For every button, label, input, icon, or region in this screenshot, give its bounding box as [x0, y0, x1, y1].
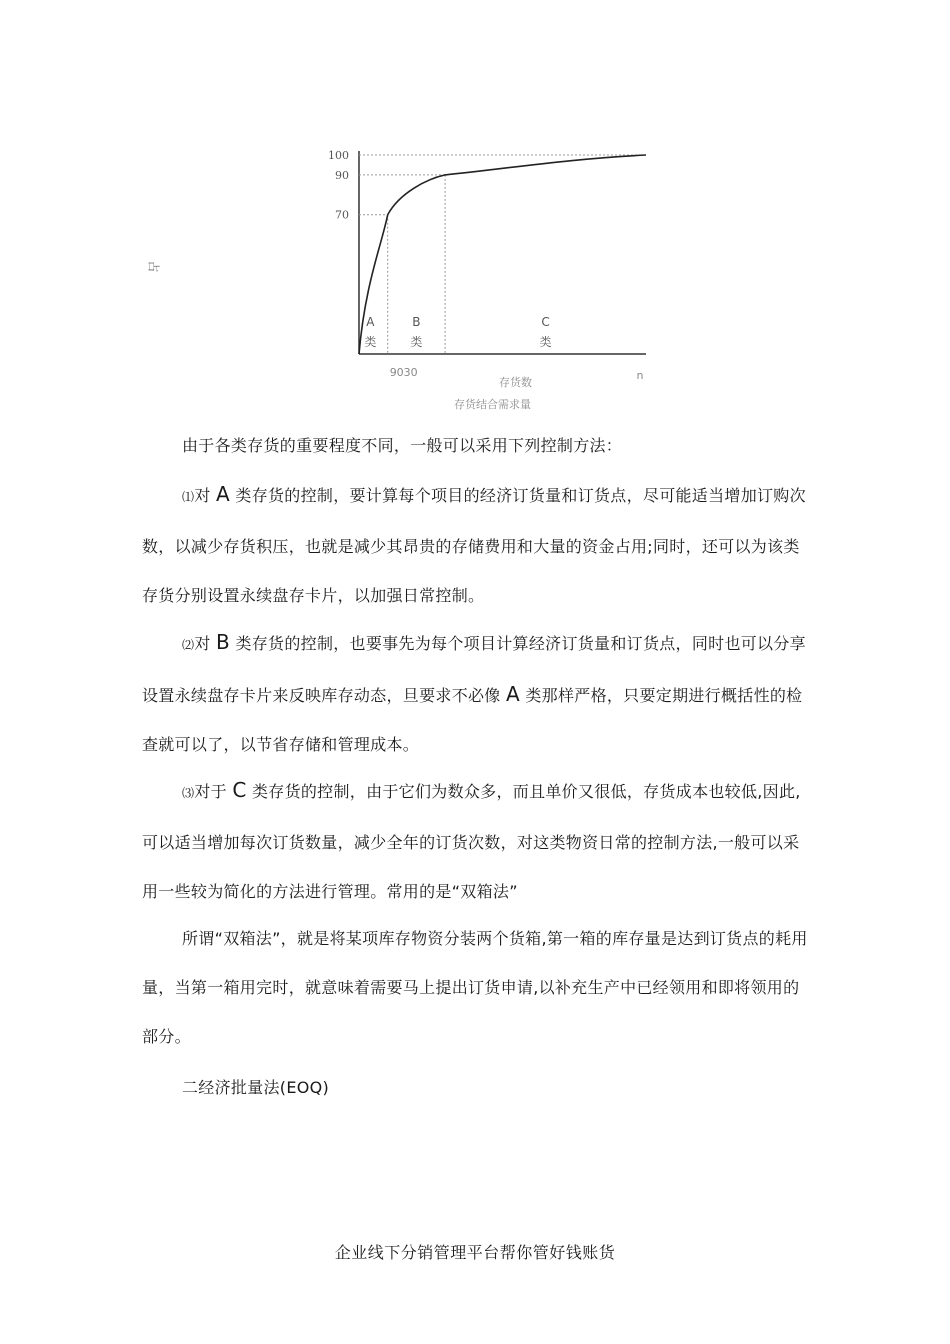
p1-text: 类存货的控制，要计算每个项目的经济订货量和订货点，尽可能适当增加订购次数，以减少存货积压，也就是减少其昂贵的存储费用和大量的资金占用;同时，还可以为该类存货分别设置永续盘存卡片，以加强日常控制。: [142, 486, 806, 605]
class-word-C: 类: [539, 335, 552, 349]
heading-text: 二经济批量法(EOQ): [182, 1078, 330, 1097]
p2-prefix: 对: [194, 634, 211, 653]
intro-paragraph: [142, 421, 810, 470]
paragraph-b-class: [142, 618, 810, 769]
p2-text-rest: 类那样严格，只要定期进行概括性的检查就可以了，以节省存储和管理成本。: [142, 686, 803, 754]
p1-prefix: 对: [194, 486, 211, 505]
class-letter-C: C: [541, 315, 550, 329]
x-end-label: n: [636, 369, 644, 382]
page-footer: 企业线下分销管理平台帮你管好钱账货: [334, 1243, 616, 1262]
p1-number: ⑴: [182, 490, 195, 504]
x-axis-label: 存货数: [499, 376, 533, 389]
class-word-A: 类: [364, 335, 377, 349]
p2-number: ⑵: [182, 638, 195, 652]
x-tick-label: 9030: [389, 366, 418, 379]
p3-letter: C: [232, 778, 247, 802]
class-letter-A: A: [366, 315, 375, 329]
class-word-B: 类: [410, 335, 423, 349]
abc-chart: [140, 140, 660, 410]
class-letter-B: B: [412, 315, 421, 329]
y-tick-label-90: 90: [335, 168, 349, 182]
chart-side-label: 占: [146, 260, 161, 273]
p1-letter: A: [216, 482, 230, 506]
p2-text-mid: 类存货的控制，也要事先为每个项目计算经济订货量和订货点，同时也可以分享设置永续盘存卡片来反映库存动态，旦要求不必像: [142, 634, 806, 705]
p4-text: 所谓“双箱法”，就是将某项库存物资分装两个货箱,第一箱的库存量是达到订货点的耗用量，当第一箱用完时，就意味着需要马上提出订货申请,以补充生产中已经领用和即将领用的部分。: [142, 929, 808, 1046]
p3-number: ⑶: [182, 786, 195, 800]
paragraph-two-bin: [142, 914, 810, 1061]
abc-curve-svg: [140, 140, 660, 410]
abc-curve-line: [359, 155, 646, 354]
p2-letter-2: A: [506, 682, 520, 706]
intro-text: 由于各类存货的重要程度不同，一般可以采用下列控制方法：: [182, 436, 623, 455]
paragraph-a-class: [142, 470, 810, 620]
chart-bottom-caption: 存货结合需求量: [454, 398, 531, 411]
paragraph-c-class: [142, 766, 810, 916]
p2-letter: B: [216, 630, 231, 654]
y-tick-label-70: 70: [335, 208, 349, 222]
section-heading: [142, 1063, 810, 1112]
p3-prefix: 对于: [194, 782, 227, 801]
p3-text: 类存货的控制，由于它们为数众多，而且单价又很低，存货成本也较低,因此,可以适当增加每次订货数量，减少全年的订货次数，对这类物资日常的控制方法,一般可以采用一些较为简化的方法进行管理。常用的是“双箱法”: [142, 782, 801, 901]
y-tick-label-100: 100: [328, 149, 349, 162]
